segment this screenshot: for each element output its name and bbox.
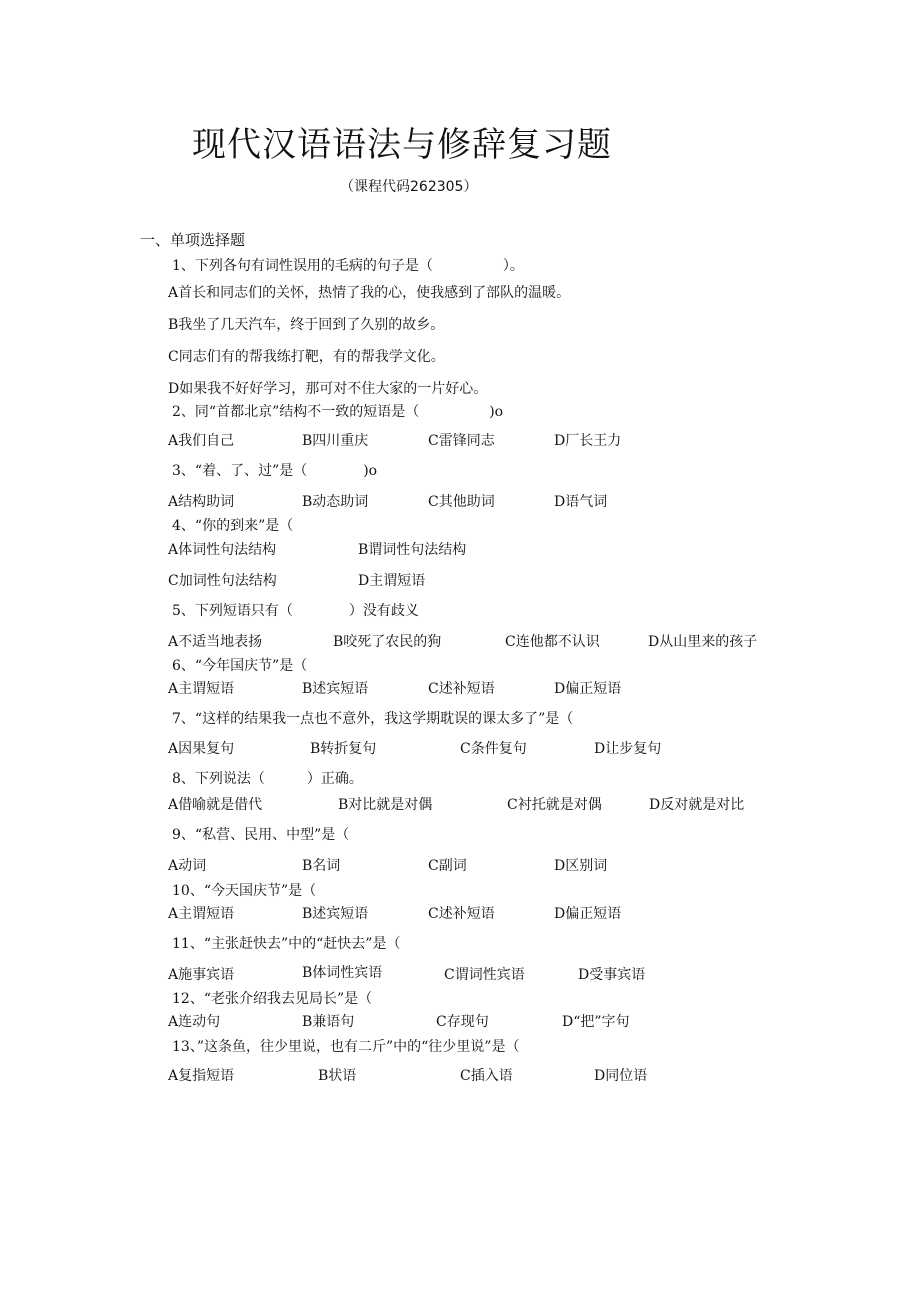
question-1-option-d: D如果我不好好学习，那可对不住大家的一片好心。 [168,381,488,397]
question-1-option-a: A首长和同志们的关怀，热情了我的心，使我感到了部队的温暖。 [168,285,571,301]
question-11-option-b: B体词性宾语 [302,965,383,981]
question-4-option-a: A体词性句法结构 [168,542,277,558]
question-6-option-b: B述宾短语 [302,681,369,697]
question-11-option-d: D受事宾语 [578,967,646,983]
question-10-option-d: D偏正短语 [554,906,622,922]
question-3: 3、“着、了、过”是（ )o [172,463,378,479]
question-2-option-a: A我们自己 [168,433,235,449]
question-12-option-a: A连动句 [168,1014,221,1030]
question-8-option-b: B对比就是对偶 [338,797,433,813]
question-3-option-b: B动态助词 [302,494,369,510]
question-11-option-c: C谓词性宾语 [444,967,525,983]
question-8-option-d: D反对就是对比 [649,797,745,813]
question-10-option-c: C述补短语 [428,906,495,922]
question-10: 10、“今天国庆节”是（ [172,883,317,899]
question-6: 6、“今年国庆节”是（ [172,658,308,674]
question-11-option-a: A施事宾语 [168,967,235,983]
question-7-option-a: A因果复句 [168,741,235,757]
question-13-option-c: C插入语 [460,1068,513,1084]
question-4-option-d: D主谓短语 [358,573,426,589]
question-12-option-d: D“把”字句 [562,1014,630,1030]
question-8: 8、下列说法（ ）正确。 [172,771,363,787]
question-9-option-d: D区别词 [554,858,608,874]
question-7-option-c: C条件复句 [460,741,527,757]
question-5-option-d: D从山里来的孩子 [648,634,758,650]
question-4: 4、“你的到来”是（ [172,518,294,534]
question-12: 12、“老张介绍我去见局长”是（ [172,991,373,1007]
question-8-option-a: A借喻就是借代 [168,797,263,813]
question-7-option-d: D让步复句 [594,741,662,757]
question-1: 1、下列各句有词性误用的毛病的句子是（ ）。 [172,258,524,274]
question-1-option-c: C同志们有的帮我练打靶，有的帮我学文化。 [168,349,445,365]
question-11: 11、“主张赶快去”中的“赶快去”是（ [172,936,401,952]
question-13: 13、”这条鱼，往少里说，也有二斤”中的“往少里说”是（ [172,1039,520,1055]
question-4-option-b: B谓词性句法结构 [358,542,467,558]
question-9-option-b: B名词 [302,858,341,874]
document-title: 现代汉语语法与修辞复习题 [192,125,612,165]
question-3-option-c: C其他助词 [428,494,495,510]
question-13-option-a: A复指短语 [168,1068,235,1084]
question-2-option-b: B四川重庆 [302,433,369,449]
question-5-option-b: B咬死了农民的狗 [333,634,442,650]
question-2-option-d: D厂长王力 [554,433,622,449]
question-9-option-a: A动词 [168,858,207,874]
question-8-option-c: C衬托就是对偶 [507,797,602,813]
question-3-option-a: A结构助词 [168,494,235,510]
question-1-option-b: B我坐了几天汽车，终于回到了久别的故乡。 [168,317,445,333]
question-5-option-c: C连他都不认识 [505,634,600,650]
question-7-option-b: B转折复句 [310,741,377,757]
question-13-option-d: D同位语 [594,1068,648,1084]
question-13-option-b: B状语 [318,1068,357,1084]
question-12-option-c: C存现句 [436,1014,489,1030]
question-10-option-a: A主谓短语 [168,906,235,922]
question-6-option-d: D偏正短语 [554,681,622,697]
question-4-option-c: C加词性句法结构 [168,573,277,589]
question-7: 7、“这样的结果我一点也不意外，我这学期耽误的课太多了”是（ [172,711,574,727]
question-9: 9、“私营、民用、中型”是（ [172,827,350,843]
question-12-option-b: B兼语句 [302,1014,355,1030]
question-2: 2、同“首都北京”结构不一致的短语是（ )o [172,404,504,420]
question-5: 5、下列短语只有（ ）没有歧义 [172,603,419,619]
question-6-option-c: C述补短语 [428,681,495,697]
question-9-option-c: C副词 [428,858,467,874]
course-code: （课程代码262305） [340,179,478,195]
question-10-option-b: B述宾短语 [302,906,369,922]
question-3-option-d: D语气词 [554,494,608,510]
section-heading: 一、单项选择题 [140,231,246,249]
question-6-option-a: A主谓短语 [168,681,235,697]
question-2-option-c: C雷锋同志 [428,433,495,449]
question-5-option-a: A不适当地表扬 [168,634,263,650]
